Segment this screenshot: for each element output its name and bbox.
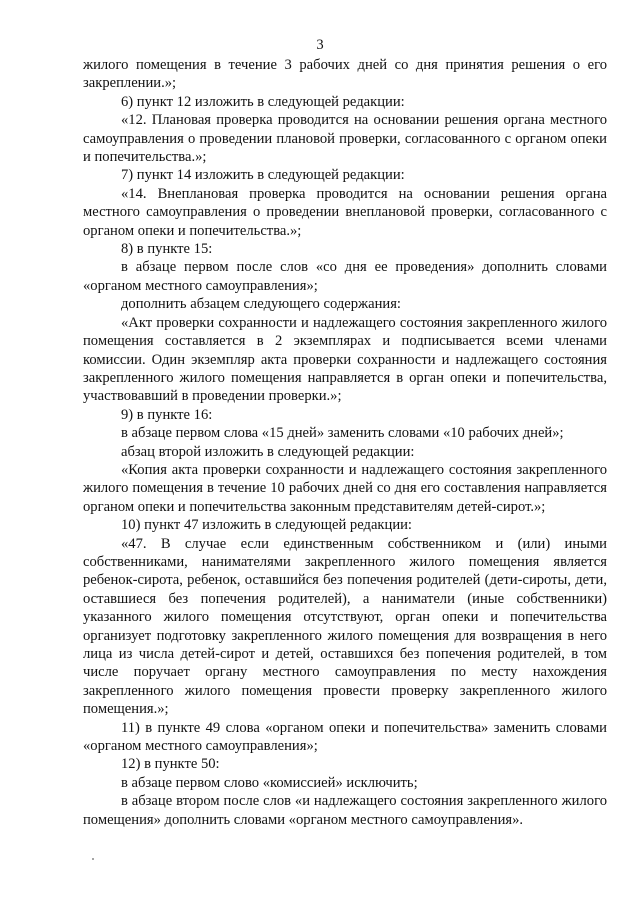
paragraph: 10) пункт 47 изложить в следующей редакции:	[121, 517, 412, 534]
scan-speck	[92, 858, 94, 860]
paragraph: в абзаце первом после слов «со дня ее проведения» дополнить словами «органом местного самоуправления»;	[83, 259, 607, 294]
paragraph: «47. В случае если единственным собственником и (или) иными собственниками, нанимателями закрепленного жилого помещения является ребенок-сирота, ребенок, оставшийся без попечения родителей (дети-сироты, дети, оставшиеся без попечения родителей), а наниматели (иные собственники) указанного жилого помещения отсутствуют, орган опеки и попечительства организует подготовку закрепленного жилого помещения для возвращения в него лица из числа детей-сирот и детей, оставшихся без попечения родителей, в том числе поручает органу местного самоуправления по месту нахождения закрепленного жилого помещения провести проверку закрепленного жилого помещения.»;	[83, 535, 607, 718]
paragraph: 9) в пункте 16:	[121, 406, 213, 423]
paragraph: дополнить абзацем следующего содержания:	[121, 296, 401, 313]
paragraph: абзац второй изложить в следующей редакции:	[121, 443, 415, 460]
paragraph: 11) в пункте 49 слова «органом опеки и попечительства» заменить словами «органом местного самоуправления»;	[83, 719, 607, 755]
paragraph: «14. Внеплановая проверка проводится на основании решения органа местного самоуправления о проведении внеплановой проверки, согласованного с органом опеки и попечительства.»;	[83, 185, 607, 239]
paragraph: 8) в пункте 15:	[121, 241, 213, 258]
document-body	[83, 56, 607, 829]
paragraph: «Акт проверки сохранности и надлежащего состояния закрепленного жилого помещения составляется в 2 экземплярах и подписывается всеми членами комиссии. Один экземпляр акта проверки сохранности и надлежащего состояния закрепленного жилого помещения направляется в орган опеки и попечительства, участвовавший в проведении проверки.»;	[83, 314, 607, 405]
paragraph: жилого помещения в течение 3 рабочих дней со дня принятия решения о его закреплении.»;	[83, 57, 607, 92]
paragraph: 6) пункт 12 изложить в следующей редакции:	[121, 93, 405, 110]
paragraph: 7) пункт 14 изложить в следующей редакции:	[121, 167, 405, 184]
paragraph: «12. Плановая проверка проводится на основании решения органа местного самоуправления о проведении плановой проверки, согласованного с органом опеки и попечительства.»;	[83, 112, 607, 166]
paragraph: в абзаце первом слово «комиссией» исключить;	[121, 774, 418, 791]
page-number: 3	[316, 37, 324, 53]
paragraph: «Копия акта проверки сохранности и надлежащего состояния закрепленного жилого помещения в течение 10 рабочих дней со дня его составления направляется органом опеки и попечительства законным представителям детей-сирот.»;	[83, 461, 607, 515]
paragraph: в абзаце втором после слов «и надлежащего состояния закрепленного жилого помещения» дополнить словами «органом местного самоуправления».	[83, 793, 607, 828]
paragraph: в абзаце первом слова «15 дней» заменить словами «10 рабочих дней»;	[121, 425, 564, 442]
paragraph: 12) в пункте 50:	[121, 756, 220, 773]
